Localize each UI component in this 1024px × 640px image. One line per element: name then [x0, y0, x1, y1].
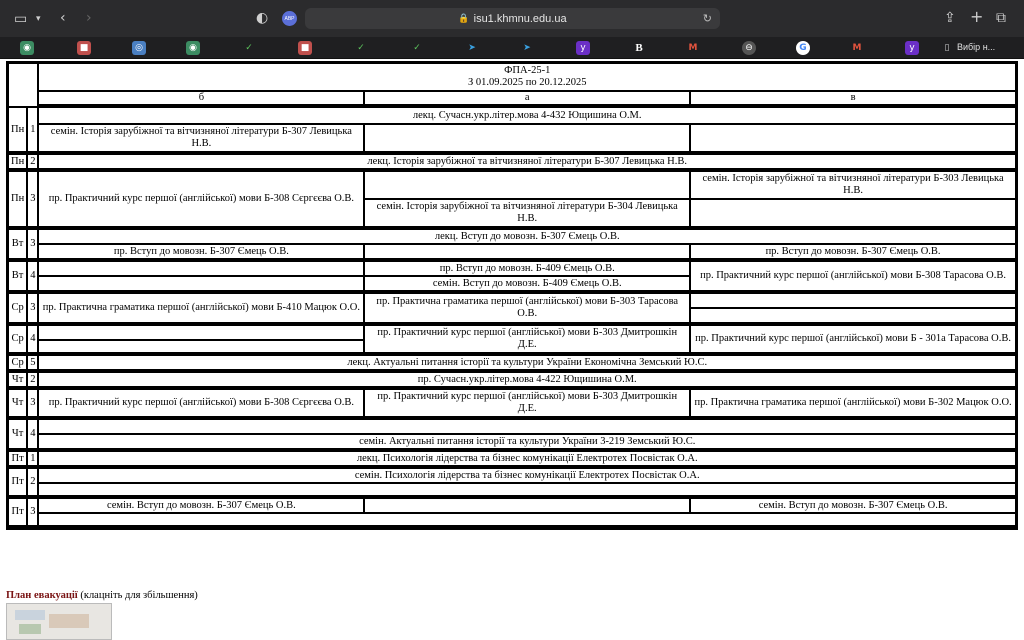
bookmark-check-icon[interactable]: ✓ — [357, 43, 365, 53]
lesson-cell: пр. Практичний курс першої (англійської) мови Б-303 Дмитрошкін Д.Е. — [364, 389, 690, 417]
new-tab-icon[interactable]: + — [970, 7, 984, 26]
lesson-cell: семін. Історія зарубіжної та вітчизняної літератури Б-307 Левицька Н.В. — [38, 124, 364, 152]
evacuation-plan-link[interactable]: План евакуації — [6, 590, 78, 601]
browser-toolbar — [0, 0, 1024, 37]
bookmark-4-icon[interactable]: ◉ — [186, 41, 200, 55]
lesson-number: 1 — [27, 451, 38, 466]
chevron-down-icon[interactable]: ▾ — [36, 14, 41, 24]
empty-cell — [364, 124, 690, 152]
day-label: Вт — [8, 229, 27, 259]
empty-cell — [364, 498, 690, 513]
day-label: Чт — [8, 419, 27, 449]
bookmark-2-icon[interactable]: ■ — [77, 41, 91, 55]
lock-icon: 🔒 — [458, 13, 470, 23]
lesson-cell: семін. Історія зарубіжної та вітчизняної літератури Б-304 Левицька Н.В. — [364, 199, 690, 227]
col-header-a: а — [364, 91, 690, 105]
lesson-cell: лекц. Психологія лідерства та бізнес комунікації Електротех Посвістак О.А. — [38, 451, 1016, 466]
address-bar[interactable] — [305, 8, 720, 29]
day-label: Ср — [8, 293, 27, 323]
day-label: Пт — [8, 498, 27, 526]
group-name: ФПА-25-1 — [504, 65, 551, 76]
empty-cell — [38, 340, 364, 353]
yahoo-icon[interactable]: y — [576, 41, 590, 55]
reload-icon[interactable]: ↻ — [702, 13, 712, 25]
lesson-cell: семін. Вступ до мовозн. Б-307 Ємець О.В. — [690, 498, 1016, 513]
lesson-cell: пр. Вступ до мовозн. Б-409 Ємець О.В. — [364, 261, 690, 276]
evacuation-hint: (клацніть для збільшення) — [80, 590, 198, 601]
day-label: Пн — [8, 107, 27, 152]
lesson-number: 4 — [27, 419, 38, 449]
sidebar-toggle-icon[interactable]: ▭ — [14, 11, 28, 27]
lesson-number: 3 — [27, 229, 38, 259]
lesson-cell: лекц. Сучасн.укр.літер.мова 4-432 Ющишина О.М. — [38, 107, 1016, 124]
lesson-number: 3 — [27, 389, 38, 417]
lesson-cell: пр. Практичний курс першої (англійської) мови Б-303 Дмитрошкін Д.Е. — [364, 325, 690, 353]
empty-cell — [38, 261, 364, 276]
lesson-number: 4 — [27, 325, 38, 353]
back-icon[interactable]: ‹ — [60, 10, 66, 26]
empty-cell — [38, 483, 1016, 496]
empty-cell — [38, 513, 1016, 526]
forward-icon[interactable]: › — [86, 10, 92, 26]
day-label: Ср — [8, 355, 27, 370]
yahoo-icon[interactable]: y — [905, 41, 919, 55]
bookmark-globe-icon[interactable]: ⊖ — [742, 41, 756, 55]
lesson-cell: семін. Актуальні питання історії та культури України 3-219 Земський Ю.С. — [38, 434, 1016, 449]
lesson-number: 3 — [27, 498, 38, 526]
google-icon[interactable]: G — [796, 41, 810, 55]
bookmark-1-icon[interactable]: ◉ — [20, 41, 34, 55]
lesson-number: 2 — [27, 154, 38, 169]
lesson-cell: пр. Практичний курс першої (англійської) мови Б - 301а Тарасова О.В. — [690, 325, 1016, 353]
bookmark-check-icon[interactable]: ✓ — [245, 43, 253, 53]
day-label: Вт — [8, 261, 27, 291]
lesson-number: 2 — [27, 468, 38, 496]
day-label: Пт — [8, 468, 27, 496]
bookmark-check-icon[interactable]: ✓ — [413, 43, 421, 53]
lesson-cell: пр. Вступ до мовозн. Б-307 Ємець О.В. — [38, 244, 364, 259]
day-label: Пн — [8, 154, 27, 169]
lesson-number: 3 — [27, 171, 38, 227]
schedule-header — [38, 63, 1016, 91]
bookmark-vybir[interactable]: Вибір н... — [957, 42, 996, 52]
gmail-icon[interactable]: M — [852, 43, 862, 53]
lesson-cell: пр. Вступ до мовозн. Б-307 Ємець О.В. — [690, 244, 1016, 259]
bookmark-b-icon[interactable]: B — [635, 42, 643, 54]
tab-overview-icon[interactable]: ⧉ — [996, 10, 1006, 26]
bookmark-6-icon[interactable]: ■ — [298, 41, 312, 55]
lesson-cell: пр. Практичний курс першої (англійської) мови Б-308 Сєргєєва О.В. — [38, 389, 364, 417]
lesson-number: 2 — [27, 372, 38, 387]
lesson-cell: пр. Практична граматика першої (англійської) мови Б-410 Мацюк О.О. — [38, 293, 364, 323]
evacuation-plan — [6, 590, 198, 601]
day-label: Чт — [8, 372, 27, 387]
bookmark-3-icon[interactable]: ◎ — [132, 41, 146, 55]
empty-cell — [690, 293, 1016, 308]
empty-cell — [690, 308, 1016, 323]
empty-cell — [38, 419, 1016, 434]
gmail-icon[interactable]: M — [688, 43, 698, 53]
lesson-cell: семін. Історія зарубіжної та вітчизняної літератури Б-303 Левицька Н.В. — [690, 171, 1016, 199]
empty-cell — [38, 325, 364, 340]
lesson-number: 1 — [27, 107, 38, 152]
telegram-icon[interactable]: ➤ — [468, 43, 476, 53]
day-label: Пн — [8, 171, 27, 227]
lesson-cell: лекц. Актуальні питання історії та культури України Економічна Земський Ю.С. — [38, 355, 1016, 370]
lesson-cell: семін. Вступ до мовозн. Б-409 Ємець О.В. — [364, 276, 690, 291]
lesson-cell: семін. Вступ до мовозн. Б-307 Ємець О.В. — [38, 498, 364, 513]
lesson-cell: лекц. Вступ до мовозн. Б-307 Ємець О.В. — [38, 229, 1016, 244]
empty-cell — [364, 171, 690, 199]
lesson-number: 5 — [27, 355, 38, 370]
privacy-shield-icon[interactable]: ◐ — [256, 10, 269, 26]
telegram-icon[interactable]: ➤ — [523, 43, 531, 53]
lesson-number: 4 — [27, 261, 38, 291]
lesson-cell: пр. Практична граматика першої (англійської) мови Б-303 Тарасова О.В. — [364, 293, 690, 323]
evacuation-plan-thumbnail[interactable] — [6, 603, 112, 640]
url-text: isu1.khmnu.edu.ua — [473, 12, 567, 25]
period: З 01.09.2025 по 20.12.2025 — [467, 77, 587, 88]
lesson-cell: пр. Практичний курс першої (англійської) мови Б-308 Тарасова О.В. — [690, 261, 1016, 291]
lesson-cell: пр. Сучасн.укр.літер.мова 4-422 Ющишина О.М. — [38, 372, 1016, 387]
empty-cell — [364, 244, 690, 259]
day-label: Чт — [8, 389, 27, 417]
page-content — [0, 59, 1024, 530]
day-label: Ср — [8, 325, 27, 353]
lesson-cell: лекц. Історія зарубіжної та вітчизняної літератури Б-307 Левицька Н.В. — [38, 154, 1016, 169]
lesson-cell: семін. Психологія лідерства та бізнес комунікації Електротех Посвістак О.А. — [38, 468, 1016, 483]
col-header-b: б — [38, 91, 364, 105]
lesson-number: 3 — [27, 293, 38, 323]
lesson-cell: пр. Практична граматика першої (англійської) мови Б-302 Мацюк О.О. — [690, 389, 1016, 417]
empty-cell — [690, 124, 1016, 152]
share-icon[interactable]: ⇪ — [944, 10, 956, 26]
bookmarks-bar — [0, 37, 1024, 59]
day-label: Пт — [8, 451, 27, 466]
col-header-v: в — [690, 91, 1016, 105]
lesson-cell: пр. Практичний курс першої (англійської) мови Б-308 Сєргєєва О.В. — [38, 171, 364, 227]
book-icon: ▯ — [944, 43, 950, 53]
empty-cell — [38, 276, 364, 291]
adblock-extension-icon[interactable]: ABP — [282, 11, 297, 26]
schedule-table — [6, 61, 1018, 530]
empty-cell — [690, 199, 1016, 227]
corner-cell — [8, 63, 38, 107]
